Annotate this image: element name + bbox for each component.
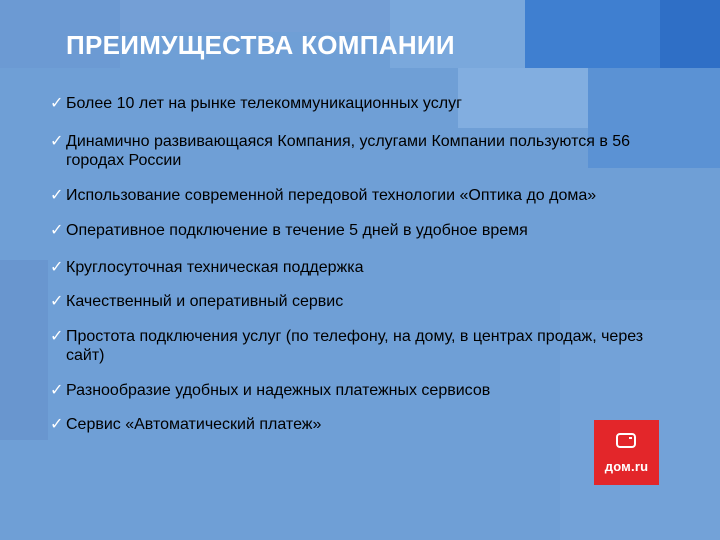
list-item-text: Круглосуточная техническая поддержка — [66, 259, 364, 276]
list-item — [50, 221, 670, 240]
check-icon: ✓ — [50, 382, 64, 399]
list-item — [50, 132, 670, 170]
list-item — [50, 186, 670, 205]
check-icon: ✓ — [50, 259, 64, 276]
list-item — [50, 327, 670, 365]
logo-text: дом.ru — [604, 459, 649, 474]
check-icon: ✓ — [50, 328, 64, 345]
list-item — [50, 381, 670, 400]
decor-square — [120, 0, 390, 32]
list-item — [50, 292, 670, 311]
check-icon: ✓ — [50, 187, 64, 204]
advantages-list — [50, 94, 670, 434]
decor-square — [660, 0, 720, 68]
slide-title: ПРЕИМУЩЕСТВА КОМПАНИИ — [66, 30, 455, 60]
decor-square — [525, 0, 660, 68]
list-item — [50, 258, 670, 277]
check-icon: ✓ — [50, 222, 64, 239]
check-icon: ✓ — [50, 133, 64, 150]
list-item-text: Разнообразие удобных и надежных платежных сервисов — [66, 382, 491, 399]
list-item-text: Простота подключения услуг (по телефону, на дому, в центрах продаж, через сайт) — [66, 328, 644, 364]
decor-square — [0, 260, 48, 440]
check-icon: ✓ — [50, 293, 64, 310]
brand-logo — [594, 420, 659, 485]
list-item — [50, 94, 670, 113]
list-item-text: Оперативное подключение в течение 5 дней в удобное время — [66, 222, 528, 239]
list-item — [50, 415, 670, 434]
list-item-text: Динамично развивающаяся Компания, услугами Компании пользуются в 56 городах России — [66, 133, 631, 169]
list-item-text: Более 10 лет на рынке телекоммуникационных услуг — [66, 95, 462, 112]
list-item-text: Сервис «Автоматический платеж» — [66, 416, 322, 433]
check-icon: ✓ — [50, 416, 64, 433]
tv-icon — [615, 432, 637, 452]
check-icon: ✓ — [50, 95, 64, 112]
list-item-text: Качественный и оперативный сервис — [66, 293, 344, 310]
list-item-text: Использование современной передовой технологии «Оптика до дома» — [66, 187, 597, 204]
